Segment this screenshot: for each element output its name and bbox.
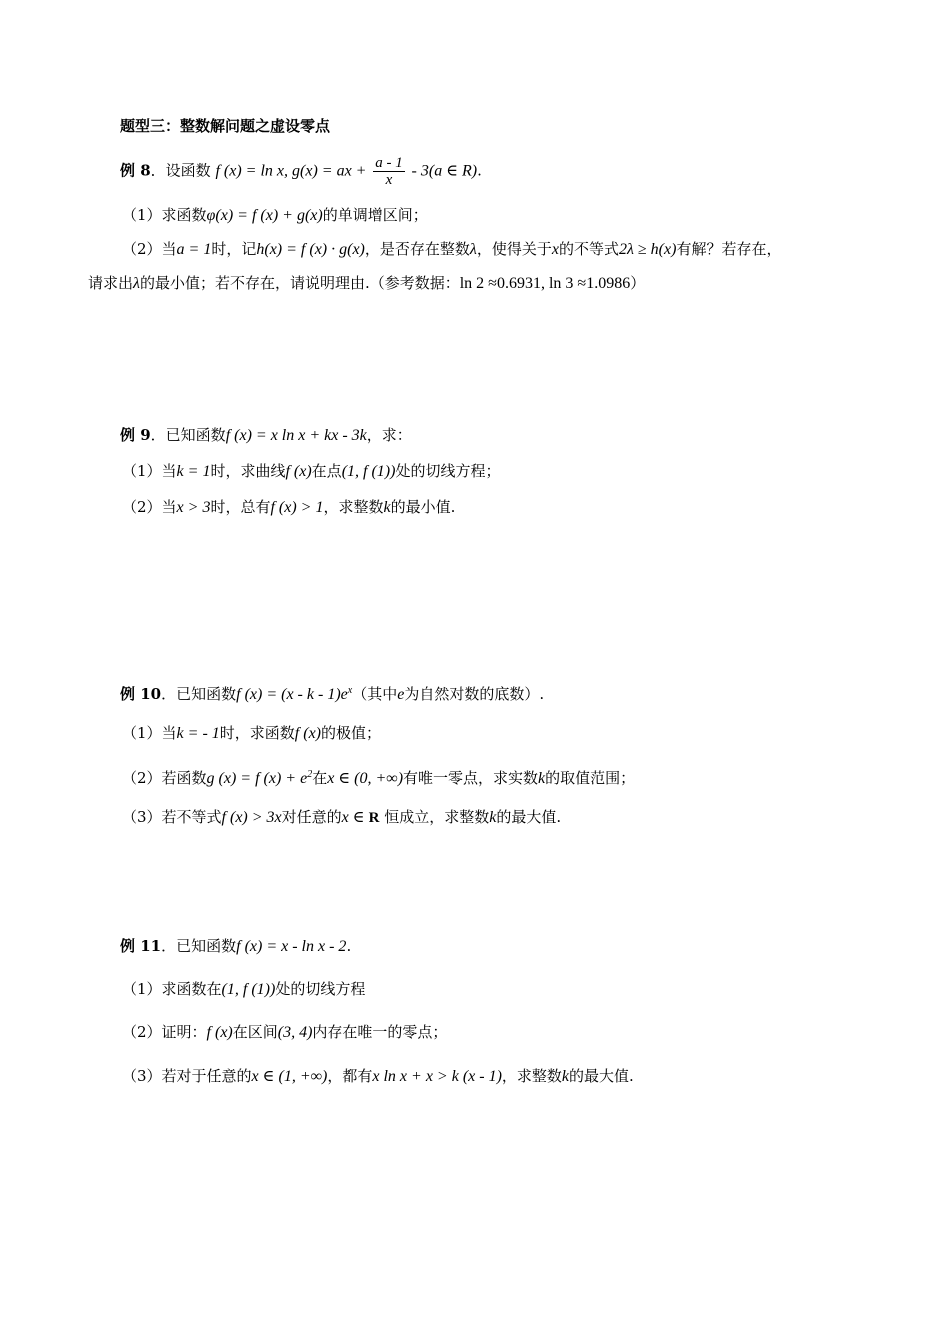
example-8-question-2-cont: 请求出λ的最小值；若不存在，请说明理由.（参考数据：ln 2 ≈0.6931, ln 3 ≈1.0986） — [88, 274, 646, 292]
example-8-question-2: （2）当a = 1时，记h(x) = f (x) · g(x)，是否存在整数λ，使得关于x的不等式2λ ≥ h(x)有解？若存在， — [122, 240, 782, 258]
example-8-fraction: $\frac{a - 1}{x}$ — [375, 155, 403, 188]
example-8-question-1: （1）求函数φ(x) = f (x) + g(x)的单调增区间； — [122, 206, 428, 224]
example-8-label: 例 8 — [120, 161, 151, 180]
example-9-question-2: （2）当x > 3时，总有f (x) > 1，求整数k的最小值. — [122, 498, 456, 516]
example-11-label: 例 11 — [120, 937, 162, 955]
example-11-question-1: （1）求函数在(1, f (1))处的切线方程 — [122, 980, 366, 998]
example-10-question-3: （3）若不等式f (x) > 3x对任意的x ∈ R 恒成立，求整数k的最大值. — [122, 808, 562, 826]
example-11-question-2: （2）证明：f (x)在区间(3, 4)内存在唯一的零点； — [122, 1023, 448, 1041]
section-title: 题型三：整数解问题之虚设零点 — [120, 117, 331, 135]
example-8-formula: f (x) = ln x, g(x) = ax + — [215, 162, 367, 180]
example-10-statement: 例 10．已知函数f $(x) = (x - k - 1)e^x$（其中e为自然对数的底数）. — [120, 685, 545, 703]
example-11-question-3: （3）若对于任意的x ∈ (1, +∞)，都有x ln x + x > k (x - 1)，求整数k的最大值. — [122, 1067, 634, 1085]
example-9-statement: 例 9．已知函数f (x) = x ln x + kx - 3k，求： — [120, 426, 412, 444]
example-11-statement: 例 11．已知函数f (x) = x - ln x - 2. — [120, 937, 352, 955]
example-10-question-1: （1）当k = - 1时，求函数f (x)的极值； — [122, 724, 382, 742]
example-9-label: 例 9 — [120, 426, 151, 444]
example-10-question-2: （2）若函数g (x) = f $(x) + e^2$在x ∈ (0, +∞)有唯一零点，求实数k的取值范围； — [122, 769, 636, 787]
example-9-question-1: （1）当k = 1时，求曲线f (x)在点(1, f (1))处的切线方程； — [122, 462, 501, 480]
example-8-statement: 例 8．设函数 f (x) = ln x, g(x) = ax + $\frac{a - 1}{x}$ - 3(a ∈ R). — [120, 155, 482, 188]
example-10-label: 例 10 — [120, 685, 162, 703]
